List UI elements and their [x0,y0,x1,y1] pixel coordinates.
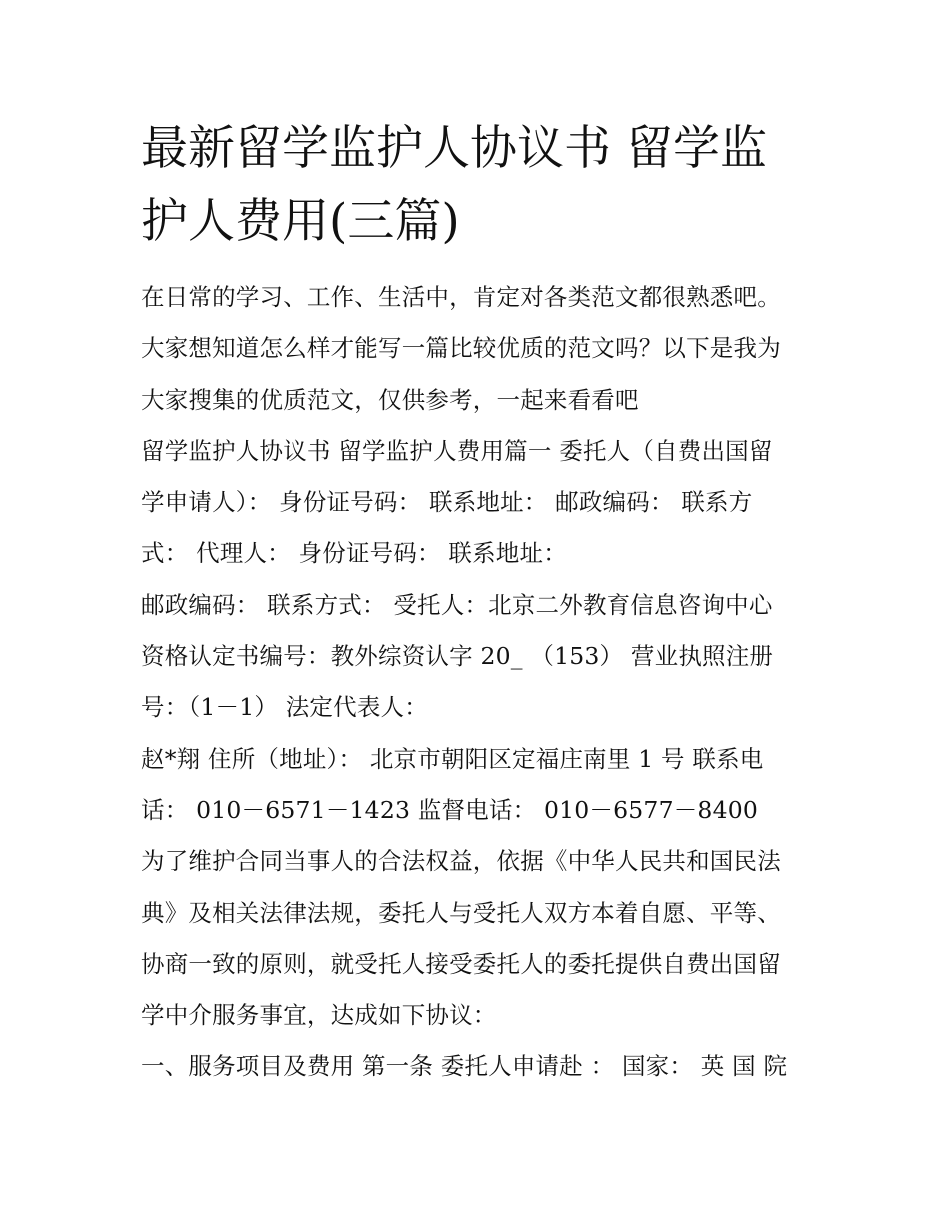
body-line: 学中介服务事宜，达成如下协议： [141,1001,497,1030]
title-line: 护人费用(三篇) [141,194,460,249]
body-line: 话： 010－6571－1423 监督电话： 010－6577－8400 [141,795,759,824]
title-line: 最新留学监护人协议书 留学监 [141,121,767,176]
body-line: 在日常的学习、工作、生活中，肯定对各类范文都很熟悉吧。 [141,283,781,311]
document-content [141,112,813,1093]
document-title [141,112,813,258]
body-line: 大家搜集的优质范文，仅供参考，一起来看看吧 [141,385,639,414]
body-line: 协商一致的原则，就受托人接受委托人的委托提供自费出国留 [141,949,781,978]
body-line: 邮政编码： 联系方式： 受托人：北京二外教育信息咨询中心 [141,590,773,619]
body-line: 赵*翔 住所（地址）： 北京市朝阳区定福庄南里 1 号 联系电 [141,744,764,773]
body-line: 典》及相关法律法规，委托人与受托人双方本着自愿、平等、 [141,898,781,927]
body-line: 式： 代理人： 身份证号码： 联系地址： [141,539,567,568]
body-line: 号：（1－1） 法定代表人： [141,693,428,722]
body-line: 资格认定书编号：教外综资认字 20_ （153） 营业执照注册 [141,642,774,671]
body-line: 一、服务项目及费用 第一条 委托人申请赴 ： 国家： 英 国 院 [141,1052,788,1081]
body-line: 为了维护合同当事人的合法权益，依据《中华人民共和国民法 [141,847,781,876]
document-body [141,272,813,1093]
body-line: 大家想知道怎么样才能写一篇比较优质的范文吗？以下是我为 [141,334,781,363]
body-line: 学申请人）： 身份证号码： 联系地址： 邮政编码： 联系方 [141,488,753,517]
body-line: 留学监护人协议书 留学监护人费用篇一 委托人（自费出国留 [141,436,773,465]
